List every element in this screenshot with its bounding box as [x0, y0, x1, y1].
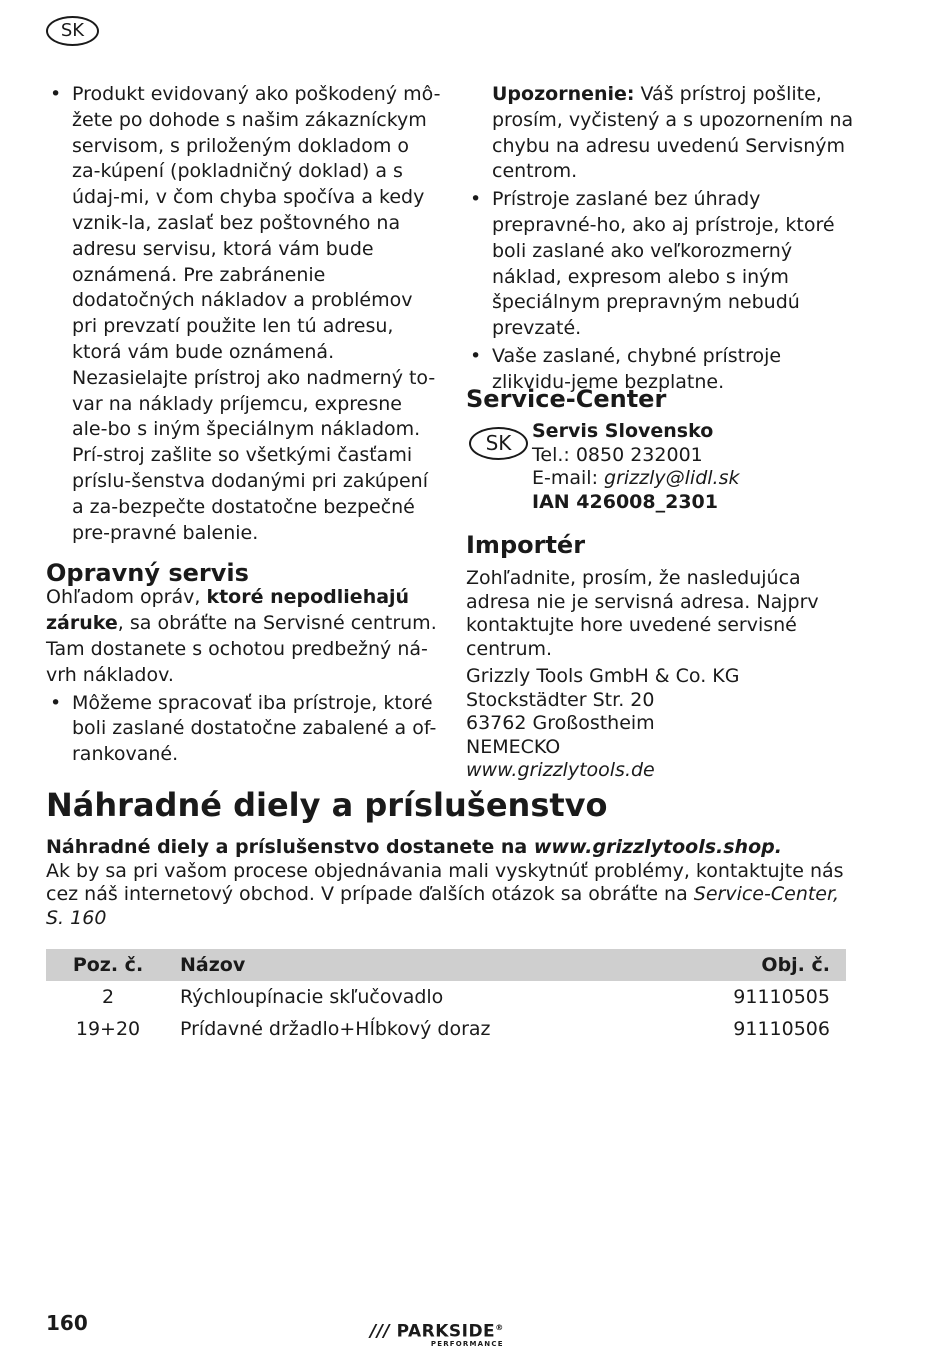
service-center-heading: Service-Center	[466, 385, 667, 413]
table-header-row	[46, 949, 846, 981]
importer-city: 63762 Großostheim	[466, 712, 655, 734]
repair-text	[46, 585, 441, 688]
right-column	[466, 82, 866, 396]
col-order-number: Obj. č.	[669, 949, 846, 981]
logo-slashes: ///	[370, 1321, 391, 1342]
list-item	[46, 691, 441, 768]
parts-text	[46, 836, 846, 930]
importer-country: NEMECKO	[466, 735, 561, 758]
service-language-badge: SK	[469, 427, 528, 460]
bullet-text: Môžeme spracovať iba prístroje, ktoré boli zaslané dostatočne zabalené a of-rankované.	[72, 691, 437, 766]
parts-body: Ak by sa pri vašom procese objednávania mali vyskytnúť problémy, kontaktujte nás cez náš internetový obchod. V prípade ďalších otázok sa obráťte na	[46, 859, 844, 905]
importer-website: www.grizzlytools.de	[466, 759, 655, 781]
cell-order-number: 91110505	[733, 986, 830, 1008]
importer-company: Grizzly Tools GmbH & Co. KG	[466, 665, 740, 687]
service-email: grizzly@lidl.sk	[604, 467, 740, 489]
cell-order-number: 91110506	[733, 1018, 830, 1040]
importer-note: Zohľadnite, prosím, že nasledujúca adresa nie je servisná adresa. Najprv kontaktujte hore uvedené servisné centrum.	[466, 567, 819, 660]
parts-lead: Náhradné diely a príslušenstvo dostanete na	[46, 836, 534, 858]
left-column	[46, 82, 441, 768]
service-name: Servis Slovensko	[532, 420, 714, 442]
parts-title: Náhradné diely a príslušenstvo	[46, 786, 608, 824]
service-reference: Service-Center, S. 160	[46, 883, 840, 929]
language-badge: SK	[46, 16, 99, 46]
table-row	[46, 981, 846, 1013]
bullet-text: Vaše zaslané, chybné prístroje zlikvidu-jeme bezplatne.	[492, 344, 782, 393]
bullet-text: Produkt evidovaný ako poškodený mô-žete po dohode s našim zákazníckym servisom, s priloženým dokladom o za-kúpení (pokladničný doklad) a s údaj-mi, v čom chyba spočíva a kedy vznik-la, zaslať bez poštovného na adresu servisu, ktorá vám bude oznámená. Pre zabránenie dodatočných nákladov a problémov pri prevzatí použite len tú adresu, ktorá vám bude oznámená. Nezasielajte prístroj ako nadmerný to-var na náklady príjemcu, expresne ale-bo s iným špeciálnym nákladom. Prí-stroj zašlite so všetkými časťami príslu-šenstva dodanými pri zakúpení a za-bezpečte dostatočne bezpečné pre-pravné balenie.	[72, 83, 441, 544]
importer-street: Stockstädter Str. 20	[466, 688, 655, 711]
repair-text-bold: ktoré nepodliehajú záruke	[46, 586, 410, 635]
cell-name: Rýchloupínacie skľučovadlo	[180, 986, 444, 1008]
page-number: 160	[46, 1311, 88, 1335]
notice-label: Upozornenie:	[492, 83, 635, 105]
service-tel: Tel.: 0850 232001	[532, 443, 703, 466]
shop-url: www.grizzlytools.shop.	[533, 836, 782, 858]
importer-heading: Importér	[466, 531, 586, 559]
repair-heading: Opravný servis	[46, 559, 249, 588]
cell-position: 2	[101, 986, 115, 1008]
repair-text-pre: Ohľadom opráv,	[46, 586, 207, 609]
cell-name: Prídavné držadlo+Hĺbkový doraz	[180, 1018, 491, 1040]
logo-registered: ®	[495, 1323, 504, 1332]
ian-number: IAN 426008_2301	[532, 490, 718, 513]
cell-position: 19+20	[75, 1018, 141, 1040]
logo-brand: PARKSIDE	[396, 1321, 496, 1342]
col-position: Poz. č.	[46, 949, 180, 981]
service-email-line	[532, 467, 739, 491]
bullet-text: Prístroje zaslané bez úhrady prepravné-ho, ako aj prístroje, ktoré boli zaslané ako veľkorozmerný náklad, expresom alebo s iným špeciálnym prepravným nebudú prevzaté.	[492, 188, 835, 340]
col-name: Názov	[180, 949, 669, 981]
table-row	[46, 1013, 846, 1045]
list-item	[46, 82, 441, 546]
notice	[466, 82, 866, 185]
notice-text: Váš prístroj pošlite, prosím, vyčistený a s upozornením na chybu na adresu uvedenú Servisným centrom.	[492, 83, 854, 183]
importer-block	[466, 567, 866, 783]
parts-table	[46, 949, 846, 1045]
repair-text-post: , sa obráťte na Servisné centrum. Tam dostanete s ochotou predbežný ná-vrh nákladov.	[46, 612, 437, 686]
email-label: E-mail:	[532, 467, 605, 489]
list-item	[466, 187, 866, 342]
logo-subtitle: PERFORMANCE	[430, 1339, 504, 1348]
parkside-logo	[370, 1318, 504, 1348]
service-contact	[532, 420, 739, 514]
